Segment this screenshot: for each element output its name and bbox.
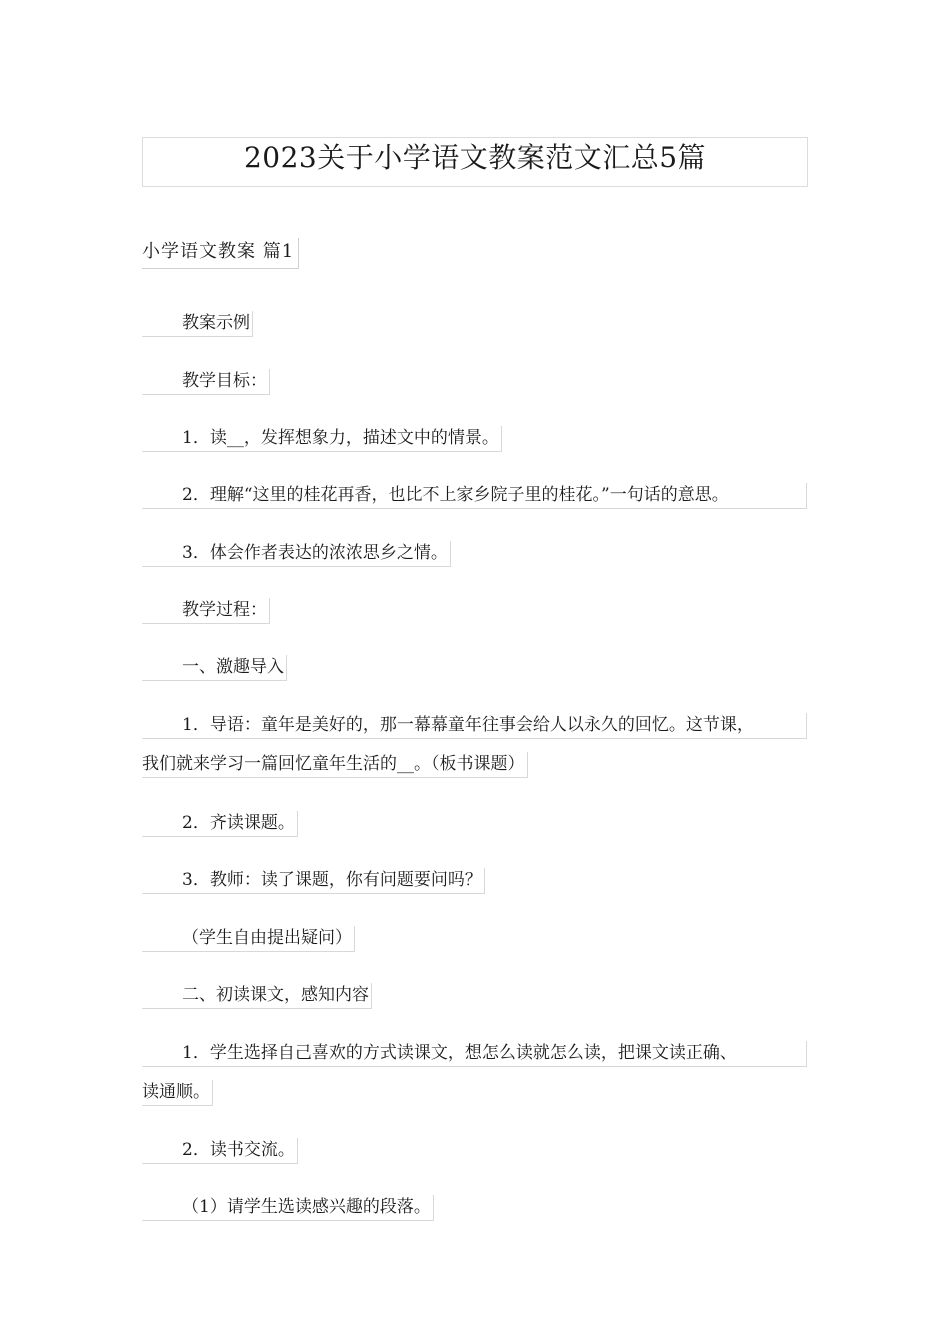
text-line: 教案示例 [142,311,253,337]
text-line: 2．读书交流。 [142,1138,298,1164]
document-title: 2023关于小学语文教案范文汇总5篇 [142,137,808,187]
text-line: 一、激趣导入 [142,655,287,681]
text-line: 二、初读课文，感知内容 [142,983,372,1009]
text-line: 2．齐读课题。 [142,811,298,837]
text-line: 读通顺。 [142,1080,213,1106]
text-line: 1．导语：童年是美好的，那一幕幕童年往事会给人以永久的回忆。这节课， [142,713,807,739]
text-line: 我们就来学习一篇回忆童年生活的__。（板书课题） [142,752,528,778]
text-line: 2．理解“这里的桂花再香，也比不上家乡院子里的桂花。”一句话的意思。 [142,483,807,509]
text-line: （1）请学生选读感兴趣的段落。 [142,1195,434,1221]
section-heading: 小学语文教案 篇1 [142,238,299,269]
text-line: 3．教师：读了课题，你有问题要问吗？ [142,868,485,894]
text-line: 教学过程： [142,598,270,624]
text-line: 3．体会作者表达的浓浓思乡之情。 [142,541,451,567]
text-line: 1．学生选择自己喜欢的方式读课文，想怎么读就怎么读，把课文读正确、 [142,1041,807,1067]
text-line: 教学目标： [142,369,270,395]
text-line: （学生自由提出疑问） [142,926,355,952]
text-line: 1．读__，发挥想象力，描述文中的情景。 [142,426,502,452]
